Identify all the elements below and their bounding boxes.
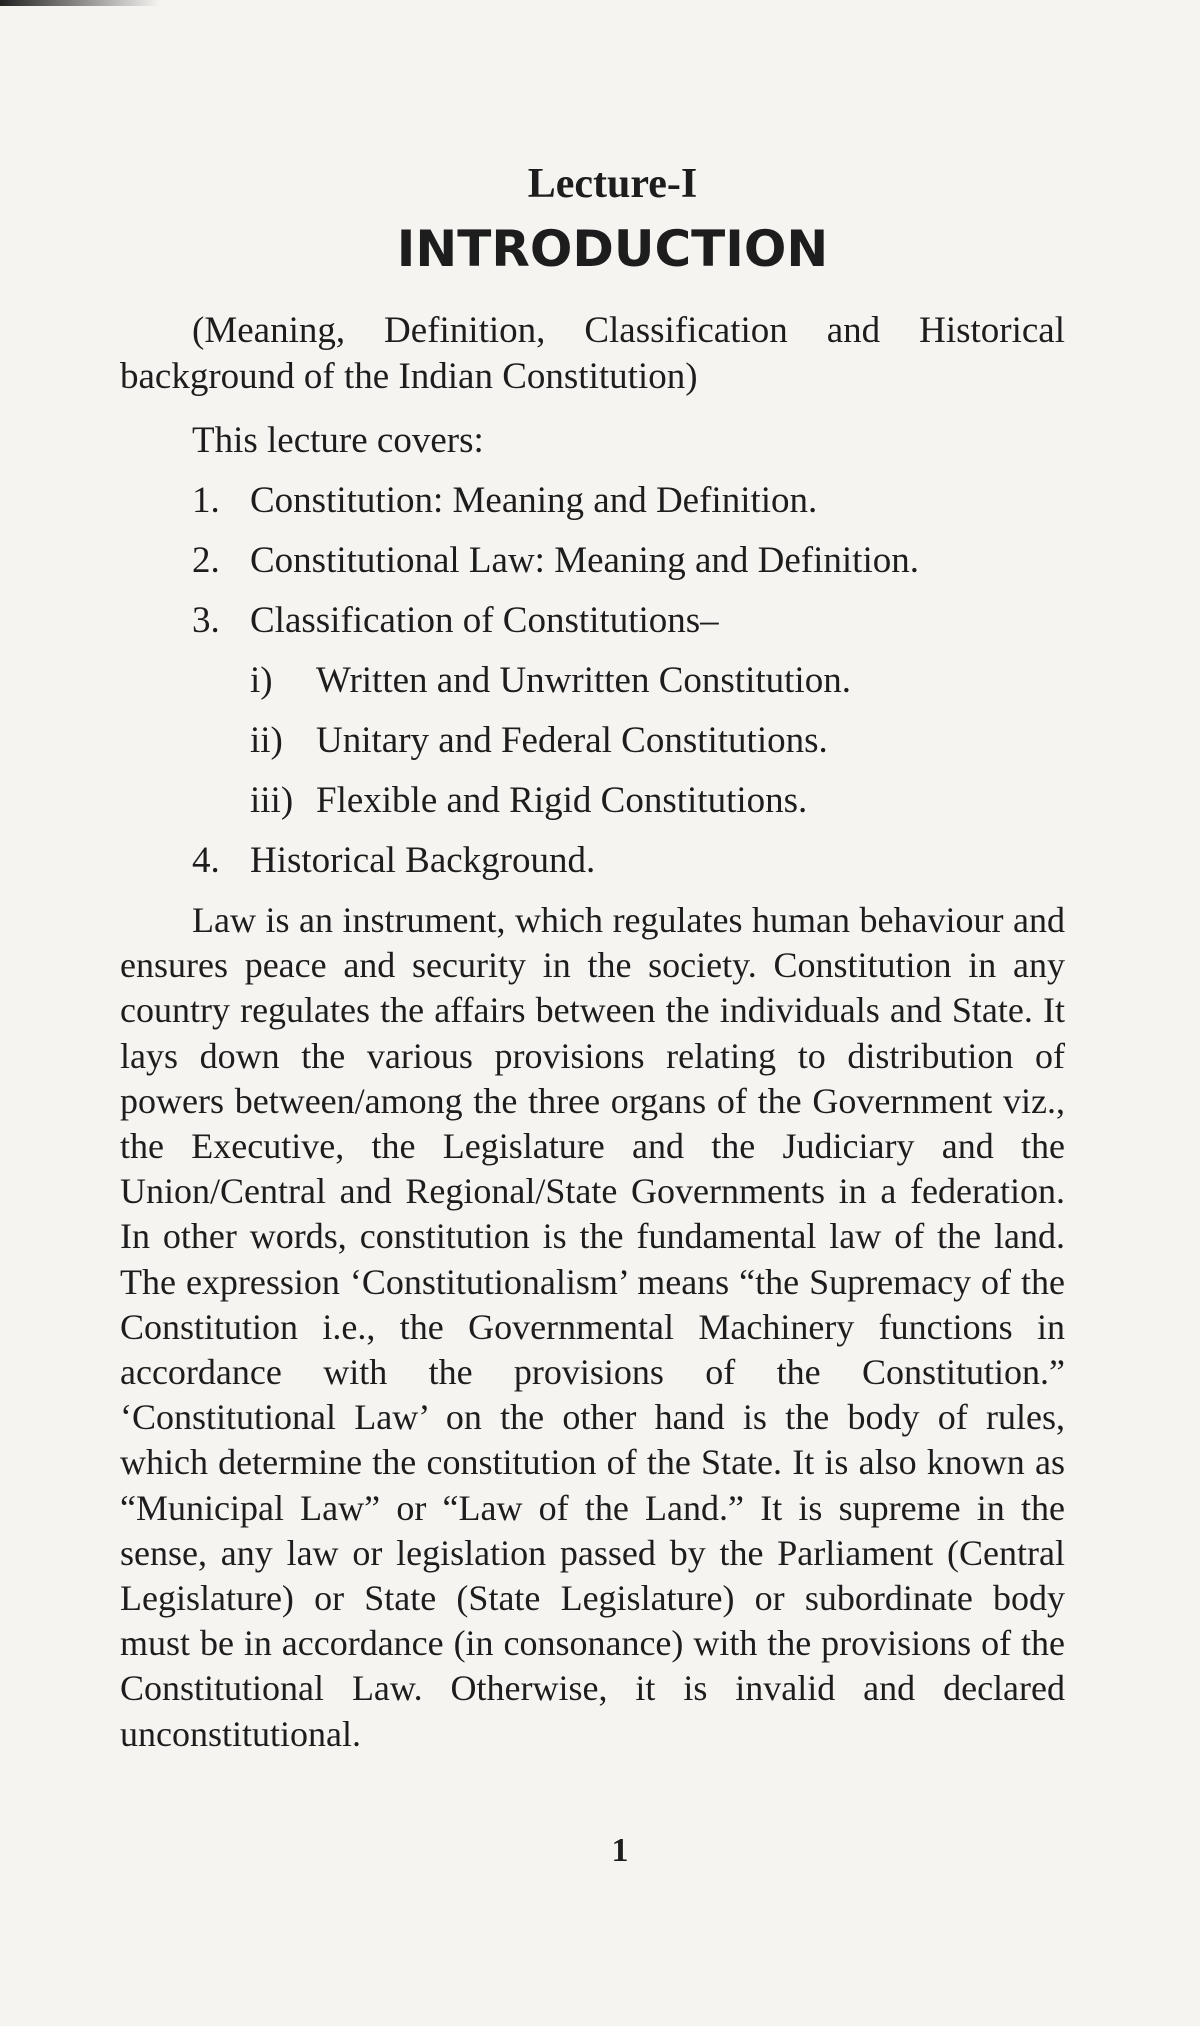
classification-text: Written and Unwritten Constitution.	[316, 660, 851, 701]
topic-number: 1.	[192, 480, 220, 521]
topic-item	[192, 598, 1065, 644]
lecture-label: Lecture-I	[527, 161, 698, 207]
topic-number: 4.	[192, 840, 220, 881]
topic-number: 3.	[192, 600, 220, 641]
topic-list	[120, 478, 1065, 644]
topic-text: Constitution: Meaning and Definition.	[250, 480, 818, 521]
topic-item	[192, 838, 1065, 884]
classification-list	[120, 658, 1065, 824]
page-edge-shadow	[0, 0, 160, 6]
topic-item	[192, 478, 1065, 524]
classification-number: i)	[250, 660, 273, 701]
page-number: 1	[611, 1832, 629, 1869]
chapter-subtitle: (Meaning, Definition, Classification and Historical background of the Indian Constitution)	[120, 310, 1065, 397]
topic-text: Classification of Constitutions–	[250, 600, 719, 641]
topic-item	[192, 538, 1065, 584]
topic-text: Constitutional Law: Meaning and Definition.	[250, 540, 919, 581]
classification-item	[250, 778, 1065, 824]
covers-intro: This lecture covers:	[192, 420, 484, 461]
classification-text: Unitary and Federal Constitutions.	[316, 720, 828, 761]
classification-item	[250, 658, 1065, 704]
classification-item	[250, 718, 1065, 764]
classification-text: Flexible and Rigid Constitutions.	[316, 780, 808, 821]
topic-number: 2.	[192, 540, 220, 581]
body-paragraph: Law is an instrument, which regulates human behaviour and ensures peace and security in the society. Constitution in any country regulates the affairs between the individuals and State. It lays down the various provisions relating to distribution of powers between/among the three organs of the Government viz., the Executive, the Legislature and the Judiciary and the Union/Central and Regional/State Governments in a federation. In other words, constitution is the fundamental law of the land. The expression ‘Constitutionalism’ means “the Supremacy of the Constitution i.e., the Governmental Machinery functions in accordance with the provisions of the Constitution.” ‘Constitutional Law’ on the other hand is the body of rules, which determine the constitution of the State. It is also known as “Municipal Law” or “Law of the Land.” It is supreme in the sense, any law or legislation passed by the Parliament (Central Legislature) or State (State Legislature) or subordinate body must be in accordance (in consonance) with the provisions of the Constitutional Law. Otherwise, it is invalid and declared unconstitutional.	[120, 900, 1065, 1754]
chapter-title: INTRODUCTION	[396, 220, 829, 278]
classification-number: ii)	[250, 720, 283, 761]
classification-number: iii)	[250, 780, 294, 821]
page-content	[120, 160, 1065, 1757]
topic-text: Historical Background.	[250, 840, 596, 881]
topic-list-continued	[120, 838, 1065, 884]
